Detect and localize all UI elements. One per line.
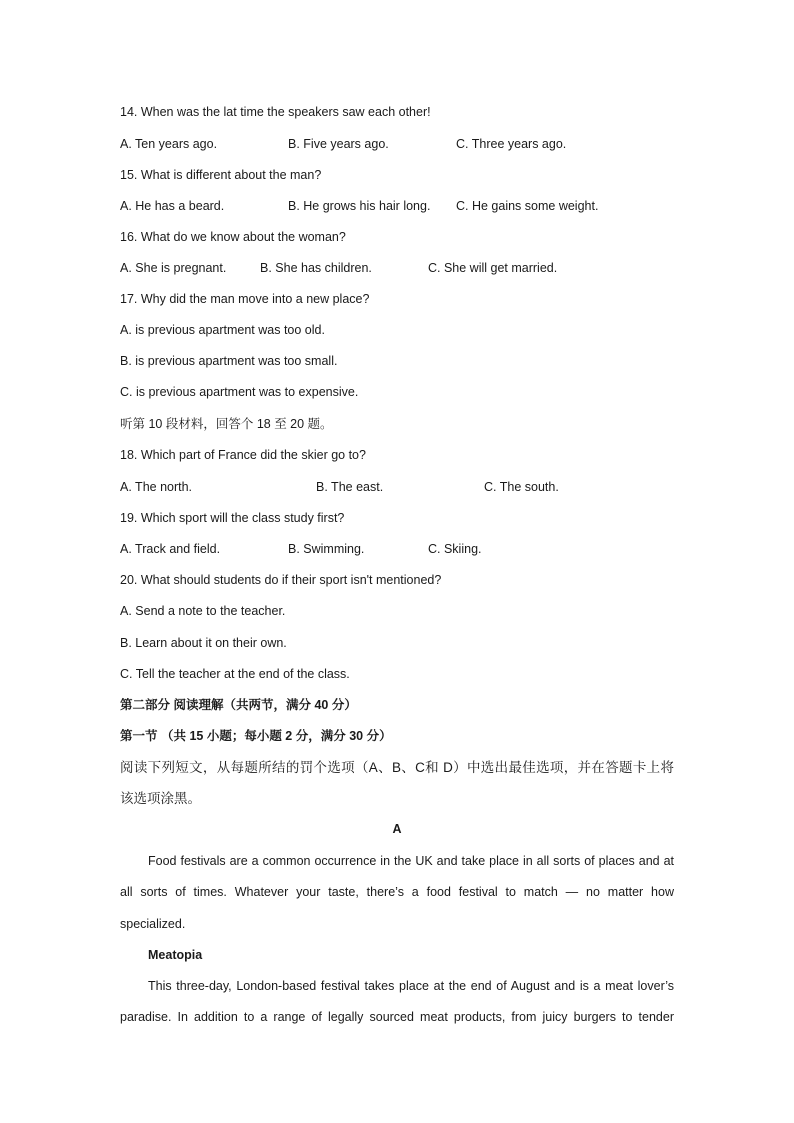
q20-option-c: C. Tell the teacher at the end of the class. (120, 667, 350, 681)
q18-option-a: A. The north. (120, 480, 193, 494)
q20-option-a: A. Send a note to the teacher. (120, 604, 286, 618)
q19-option-a: A. Track and field. (120, 542, 221, 556)
instructions-line-1: 阅读下列短文，从每题所结的罚个选项（A、B、C和 D）中选出最佳选项，并在答题卡上将 (120, 760, 674, 775)
q16-option-a: A. She is pregnant. (120, 261, 227, 275)
question-14: 14. When was the lat time the speakers saw each other! (120, 105, 431, 119)
q19-option-c: C. Skiing. (428, 542, 482, 556)
q20-option-b: B. Learn about it on their own. (120, 636, 287, 650)
q16-option-b: B. She has children. (260, 261, 372, 275)
q15-option-b: B. He grows his hair long. (288, 199, 431, 213)
q15-option-a: A. He has a beard. (120, 199, 225, 213)
passage-body-line-1: This three-day, London-based festival takes place at the end of August and is a meat lover’s (148, 979, 674, 993)
section-one-heading: 第一节 （共 15 小题；每小题 2 分，满分 30 分） (120, 729, 392, 743)
q17-option-b: B. is previous apartment was too small. (120, 354, 338, 368)
question-15: 15. What is different about the man? (120, 168, 322, 182)
question-19: 19. Which sport will the class study first? (120, 511, 345, 525)
section-note: 听第 10 段材料，回答个 18 至 20 题。 (120, 417, 333, 431)
passage-subheading: Meatopia (148, 948, 203, 962)
passage-body-line-2: paradise. In addition to a range of legally sourced meat products, from juicy burgers to tender (120, 1010, 674, 1024)
q16-option-c: C. She will get married. (428, 261, 558, 275)
passage-intro-line-2: all sorts of times. Whatever your taste, there’s a food festival to match — no matter how (120, 885, 674, 899)
instructions-line-2: 该选项涂黑。 (120, 791, 201, 806)
q17-option-a: A. is previous apartment was too old. (120, 323, 325, 337)
q14-option-c: C. Three years ago. (456, 137, 567, 151)
question-17: 17. Why did the man move into a new place? (120, 292, 370, 306)
q14-option-a: A. Ten years ago. (120, 137, 218, 151)
part-two-heading: 第二部分 阅读理解（共两节，满分 40 分） (120, 698, 357, 712)
question-20: 20. What should students do if their sport isn't mentioned? (120, 573, 442, 587)
passage-label: A (392, 822, 402, 836)
q15-option-c: C. He gains some weight. (456, 199, 599, 213)
q19-option-b: B. Swimming. (288, 542, 365, 556)
question-18: 18. Which part of France did the skier go to? (120, 448, 366, 462)
q18-option-b: B. The east. (316, 480, 384, 494)
question-16: 16. What do we know about the woman? (120, 230, 346, 244)
q17-option-c: C. is previous apartment was to expensive. (120, 385, 359, 399)
q14-option-b: B. Five years ago. (288, 137, 389, 151)
passage-intro-line-1: Food festivals are a common occurrence in the UK and take place in all sorts of places and at (148, 854, 674, 868)
passage-intro-line-3: specialized. (120, 917, 186, 931)
q18-option-c: C. The south. (484, 480, 559, 494)
